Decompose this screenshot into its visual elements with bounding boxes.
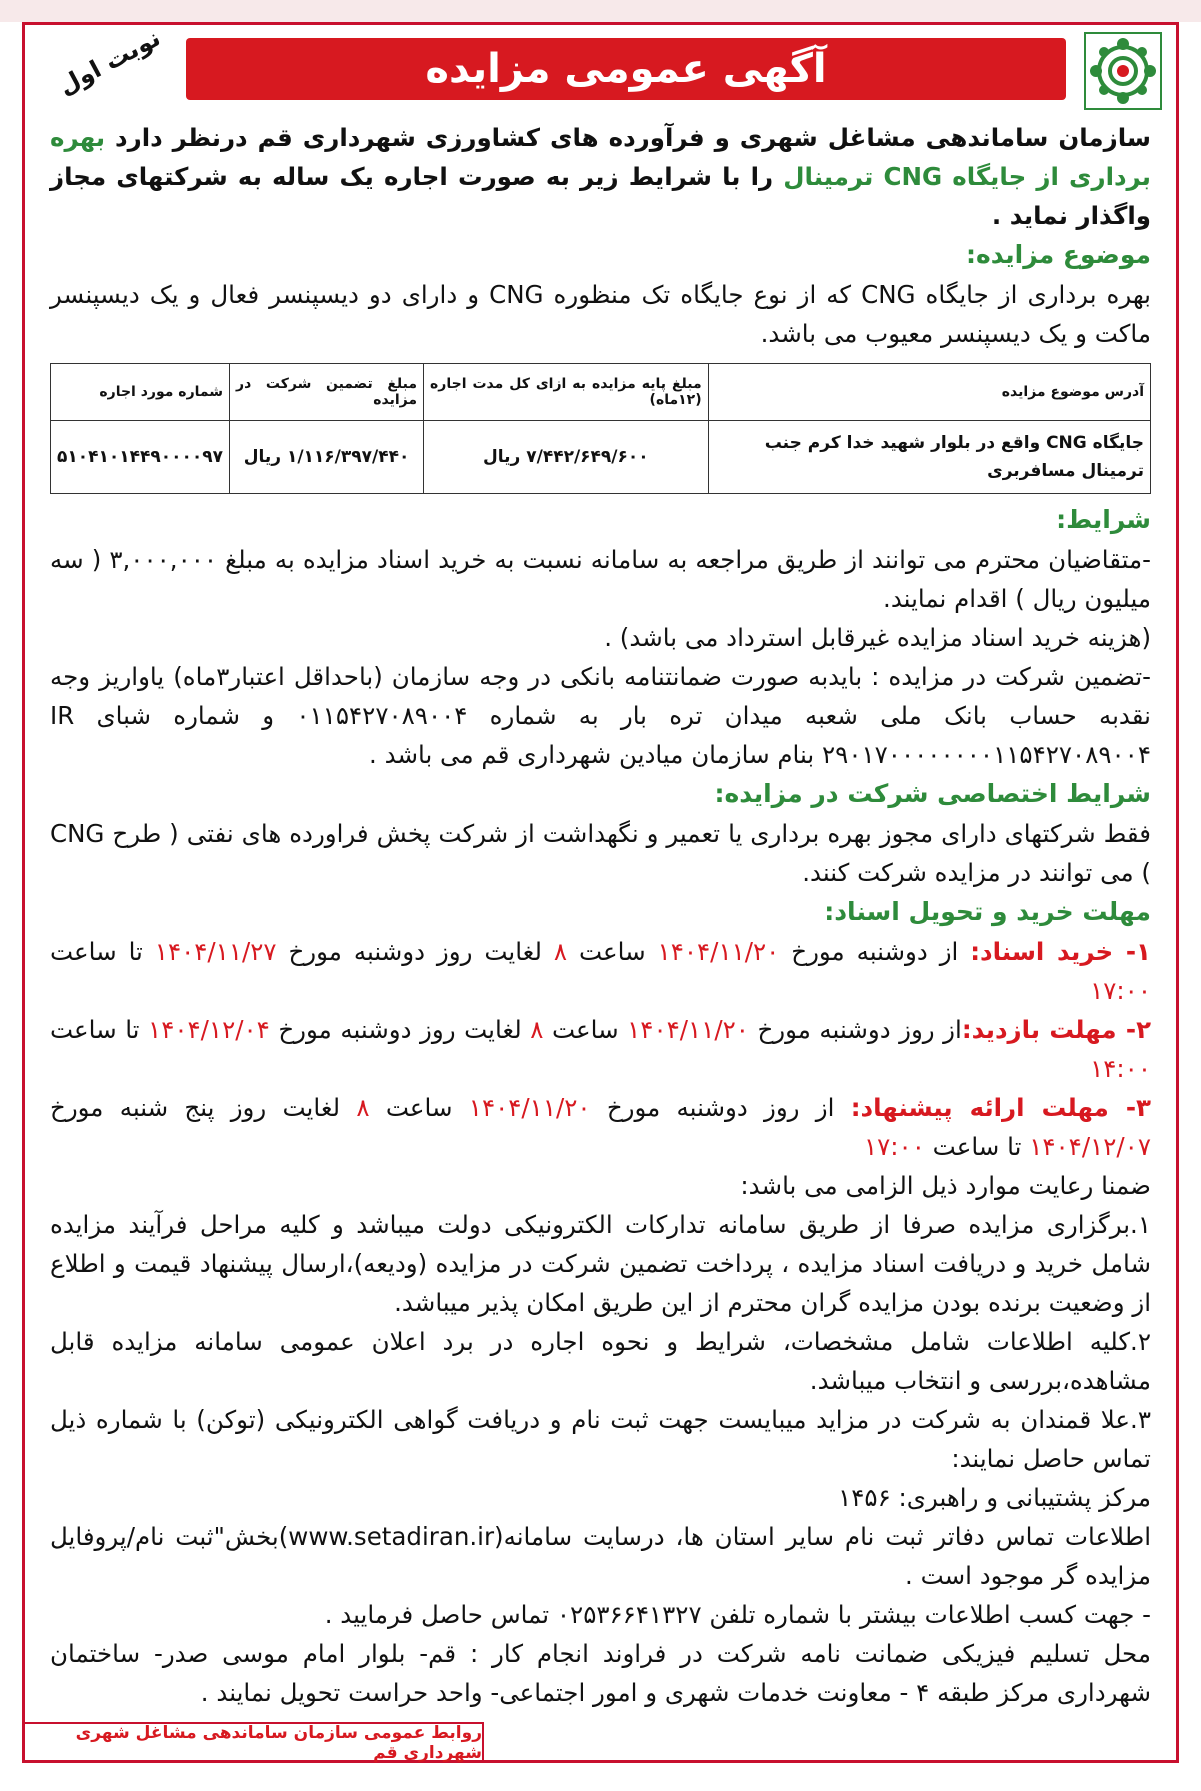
deadline-2-date2: ۱۴۰۴/۱۲/۰۴ [148,1015,270,1044]
table-header-address: آدرس موضوع مزایده [708,364,1150,421]
notes-intro: ضمنا رعایت موارد ذیل الزامی می باشد: [740,1171,1151,1200]
deadline-2 [50,1010,1151,1088]
intro-highlight: بهره برداری از جایگاه CNG ترمینال [50,123,1151,191]
deadline-3-text-a: از روز دوشنبه مورخ [590,1093,851,1122]
deadline-1-date2: ۱۴۰۴/۱۱/۲۷ [154,937,277,966]
top-strip [0,0,1201,22]
deadline-1-text-a: از دوشنبه مورخ [779,937,971,966]
deadline-3-hour2: ۱۷:۰۰ [863,1132,925,1161]
note-1: ۱.برگزاری مزایده صرفا از طریق سامانه تدارکات الکترونیکی دولت میباشد و کلیه مراحل فرآیند مزایده شامل خرید و دریافت اسناد مزایده ، پرداخت تضمین شرکت در مزایده (ودیعه)،ارسال پیشنهاد قیمت و اطلاع از وضعیت برنده بودن مزایده گران محترم از این طریق امکان پذیر میباشد. [50,1210,1151,1317]
deadline-1-text-d: تا ساعت [50,937,155,966]
deadline-3-text-c: لغایت روز پنج شنبه مورخ [50,1093,357,1122]
deadline-2-label: ۲- مهلت بازدید: [961,1015,1152,1044]
note-3: ۳.علا قمندان به شرکت در مزاید میبایست جهت ثبت نام و دریافت گواهی الکترونیکی (توکن) با شماره ذیل تماس حاصل نمایند: [50,1405,1151,1473]
conditions-heading: شرایط: [1056,505,1151,534]
deadline-2-text-d: تا ساعت [50,1015,149,1044]
support-center: مرکز پشتیبانی و راهبری: ۱۴۵۶ [838,1483,1151,1512]
deadline-3-text-d: تا ساعت [924,1132,1030,1161]
table-cell-lease-number: ۵۱۰۴۱۰۱۴۴۹۰۰۰۰۹۷ [51,421,230,494]
condition-3: -تضمین شرکت در مزایده : بایدبه صورت ضمانتنامه بانکی در وجه سازمان (باحداقل اعتبار۳ماه) یاواریز وجه نقدبه حساب بانک ملی شعبه میدان تره بار به شماره ۰۱۱۵۴۲۷۰۸۹۰۰۴ و شماره شبای IR ۲۹۰۱۷۰۰۰۰۰۰۰۰۱۱۵۴۲۷۰۸۹۰۰۴ بنام سازمان میادین شهرداری قم می باشد . [50,662,1151,769]
special-heading: شرایط اختصاصی شرکت در مزایده: [714,779,1151,808]
deadline-2-hour1: ۸ [530,1015,544,1044]
condition-2: (هزینه خرید اسناد مزایده غیرقابل استرداد می باشد) . [604,623,1151,652]
table-header-base-price: مبلغ پایه مزایده به ازای کل مدت اجاره (۱۲ماه) [424,364,709,421]
deadline-2-hour2: ۱۴:۰۰ [1090,1054,1151,1083]
note-2: ۲.کلیه اطلاعات شامل مشخصات، شرایط و نحوه اجاره در برد اعلان عمومی سامانه مزایده قابل مشاهده،بررسی و انتخاب میباشد. [50,1327,1151,1395]
deadline-3 [50,1088,1151,1166]
deadline-3-date2: ۱۴۰۴/۱۲/۰۷ [1029,1132,1151,1161]
subject-text: بهره برداری از جایگاه CNG که از نوع جایگاه تک منظوره CNG و دارای دو دیسپنسر فعال و یک دیسپنسر ماکت و یک دیسپنسر معیوب می باشد. [50,280,1151,348]
deadline-1-date1: ۱۴۰۴/۱۱/۲۰ [657,937,780,966]
contact-info: اطلاعات تماس دفاتر ثبت نام سایر استان ها، درسایت سامانه(www.setadiran.ir)بخش"ثبت نام/پروفایل مزایده گر موجود است . [50,1522,1151,1590]
footer-text: روابط عمومی سازمان ساماندهی مشاغل شهری شهرداری قم [75,1723,482,1763]
deadline-1-hour2: ۱۷:۰۰ [1090,976,1151,1005]
auction-table [50,363,1151,494]
deadline-1 [50,932,1151,1010]
deadline-1-label: ۱- خرید اسناد: [970,937,1152,966]
deadline-1-hour1: ۸ [553,937,568,966]
deadline-2-date1: ۱۴۰۴/۱۱/۲۰ [627,1015,749,1044]
deadline-3-date1: ۱۴۰۴/۱۱/۲۰ [468,1093,591,1122]
table-cell-base-price: ۷/۴۴۲/۶۴۹/۶۰۰ ریال [424,421,709,494]
phone-info: - جهت کسب اطلاعات بیشتر با شماره تلفن ۰۲۵۳۶۶۴۱۳۲۷ تماس حاصل فرمایید . [324,1600,1151,1629]
deadline-2-text-c: لغایت روز دوشنبه مورخ [269,1015,531,1044]
document-body [50,118,1151,1712]
deadline-1-text-b: ساعت [567,937,658,966]
municipality-logo-icon [1084,32,1162,110]
intro-text-1: سازمان ساماندهی مشاغل شهری و فرآورده های کشاورزی شهرداری قم درنظر دارد [105,123,1151,152]
table-cell-guarantee: ۱/۱۱۶/۳۹۷/۴۴۰ ریال [230,421,424,494]
intro-text-2: را با شرایط زیر به صورت اجاره یک ساله به شرکتهای مجاز واگذار نماید . [50,162,1151,230]
subject-heading: موضوع مزایده: [966,240,1151,269]
deadline-3-hour1: ۸ [356,1093,370,1122]
table-row [51,421,1151,494]
deadline-3-label: ۳- مهلت ارائه پیشنهاد: [850,1093,1151,1122]
table-cell-address: جایگاه CNG واقع در بلوار شهید خدا کرم جنب ترمینال مسافربری [708,421,1150,494]
intro-paragraph [50,118,1151,235]
title-banner [186,38,1066,100]
condition-1: -متقاضیان محترم می توانند از طریق مراجعه به سامانه نسبت به خرید اسناد مزایده به مبلغ ۳,۰۰۰,۰۰۰ ( سه میلیون ریال ) اقدام نمایند. [50,545,1151,613]
deadline-3-text-b: ساعت [369,1093,469,1122]
special-text: فقط شرکتهای دارای مجوز بهره برداری یا تعمیر و نگهداشت از شرکت پخش فراورده های نفتی ( طرح CNG ) می توانند در مزایده شرکت کنند. [50,819,1151,887]
nobat-text: نوبت اول [53,23,165,101]
deadline-2-text-b: ساعت [543,1015,628,1044]
page-title: آگهی عمومی مزایده [425,46,827,92]
header [36,23,1166,114]
table-header-lease-number: شماره مورد اجاره [51,364,230,421]
deadline-1-text-c: لغایت روز دوشنبه مورخ [276,937,554,966]
deadlines-heading: مهلت خرید و تحویل اسناد: [824,897,1151,926]
footer [22,1722,484,1762]
table-header-row [51,364,1151,421]
delivery-location: محل تسلیم فیزیکی ضمانت نامه شرکت در فراوند انجام کار : قم- بلوار امام موسی صدر- ساختمان شهرداری مرکز طبقه ۴ - معاونت خدمات شهری و امور اجتماعی- واحد حراست تحویل نمایند . [50,1639,1151,1707]
deadline-2-text-a: از روز دوشنبه مورخ [748,1015,962,1044]
table-header-guarantee: مبلغ تضمین شرکت در مزایده [230,364,424,421]
nobat-badge [36,23,186,110]
